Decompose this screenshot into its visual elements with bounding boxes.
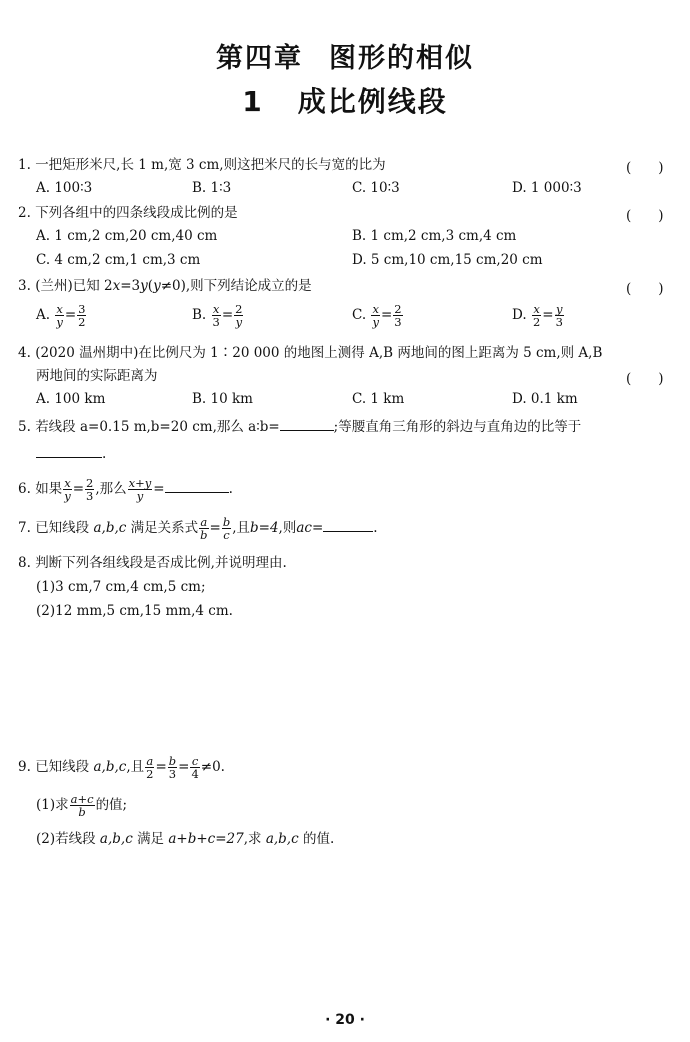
question-text: 一把矩形米尺,长 1 m,宽 3 cm,则这把米尺的长与宽的比为 <box>35 157 386 173</box>
question-3: 3. (兰州)已知 2x=3y(y≠0),则下列结论成立的是 <box>18 278 312 294</box>
chapter-name: 图形的相似 <box>329 43 474 74</box>
fraction: $\frac{c}{4}$ <box>191 754 199 781</box>
option-c: C. 10∶3 <box>352 180 400 196</box>
question-5: 5. 若线段 a=0.15 m,b=20 cm,那么 a∶b= ;等腰直角三角形的斜边与直角边的比等于 <box>18 416 581 436</box>
question-text: 下列各组中的四条线段成比例的是 <box>35 205 238 221</box>
page-number: · 20 · <box>325 1012 365 1028</box>
option-b: B. 1∶3 <box>192 180 232 196</box>
question-7: 7. 已知线段 a,b,c 满足关系式 $\frac{a}{b}$ = $\frac{b}{c}$ ,且b=4,则ac= . <box>18 515 378 542</box>
answer-bracket: ( ) <box>626 208 664 224</box>
answer-bracket: ( ) <box>626 281 664 297</box>
answer-blank <box>165 478 229 493</box>
fraction: $\frac{a}{2}$ <box>146 754 154 781</box>
option-c: C. 4 cm,2 cm,1 cm,3 cm <box>36 252 201 268</box>
question-source: (兰州) <box>35 278 73 294</box>
fraction: $\frac{x+y}{y}$ <box>128 476 152 503</box>
question-1 <box>18 156 386 174</box>
option-d: D. $\frac{x}{2}$ = $\frac{y}{3}$ <box>512 302 563 329</box>
question-8-part-2: (2)12 mm,5 cm,15 mm,4 cm. <box>36 603 233 619</box>
question-4-line-2: 两地间的实际距离为 <box>36 368 158 384</box>
fraction: $\frac{x}{y}$ <box>372 302 379 329</box>
section-number: 1 <box>242 85 264 118</box>
answer-blank <box>323 517 373 532</box>
question-6: 6. 如果 $\frac{x}{y}$ = $\frac{2}{3}$ ,那么 $\frac{x+y}{y}$ = . <box>18 476 233 503</box>
question-4 <box>18 344 602 362</box>
answer-bracket: ( ) <box>626 160 664 176</box>
section-name: 成比例线段 <box>297 85 448 118</box>
option-a: A. 100∶3 <box>36 180 93 196</box>
fraction: $\frac{2}{3}$ <box>394 302 402 329</box>
question-text: 判断下列各组线段是否成比例,并说明理由. <box>35 555 287 571</box>
option-b: B. 1 cm,2 cm,3 cm,4 cm <box>352 228 517 244</box>
option-a: A. 100 km <box>36 391 106 407</box>
option-d: D. 5 cm,10 cm,15 cm,20 cm <box>352 252 543 268</box>
option-c: C. 1 km <box>352 391 405 407</box>
option-d: D. 0.1 km <box>512 391 578 407</box>
question-9-part-1: (1)求 $\frac{a+c}{b}$ 的值; <box>36 792 128 819</box>
fraction: $\frac{y}{3}$ <box>555 302 563 329</box>
question-number: 7. <box>18 520 31 536</box>
question-number: 4. <box>18 345 31 361</box>
question-9-part-2: (2)若线段 a,b,c 满足 a+b+c=27,求 a,b,c 的值. <box>36 831 335 847</box>
question-number: 2. <box>18 205 31 221</box>
question-8 <box>18 554 287 572</box>
chapter-number: 第四章 <box>216 43 303 74</box>
option-a: A. 1 cm,2 cm,20 cm,40 cm <box>36 228 218 244</box>
fraction: $\frac{2}{3}$ <box>86 476 94 503</box>
chapter-title <box>0 36 690 75</box>
fraction: $\frac{a+c}{b}$ <box>70 792 94 819</box>
option-b: B. 10 km <box>192 391 253 407</box>
question-number: 5. <box>18 419 31 435</box>
question-5-line-2: . <box>36 443 106 463</box>
fraction: $\frac{b}{c}$ <box>222 515 231 542</box>
fraction: $\frac{x}{2}$ <box>532 302 541 329</box>
answer-bracket: ( ) <box>626 371 664 387</box>
question-text: (2020 温州期中)在比例尺为 1∶20 000 的地图上测得 A,B 两地间的图上距离为 5 cm,则 A,B <box>35 345 603 361</box>
option-b: B. $\frac{x}{3}$ = $\frac{2}{y}$ <box>192 302 243 329</box>
option-d: D. 1 000∶3 <box>512 180 582 196</box>
question-8-part-1: (1)3 cm,7 cm,4 cm,5 cm; <box>36 579 206 595</box>
fraction: $\frac{3}{2}$ <box>78 302 86 329</box>
question-number: 1. <box>18 157 31 173</box>
fraction: $\frac{x}{y}$ <box>56 302 63 329</box>
fraction: $\frac{2}{y}$ <box>235 302 243 329</box>
section-title <box>0 80 690 120</box>
fraction: $\frac{x}{3}$ <box>212 302 220 329</box>
question-number: 9. <box>18 759 31 775</box>
question-number: 8. <box>18 555 31 571</box>
option-a: A. $\frac{x}{y}$ = $\frac{3}{2}$ <box>36 302 86 329</box>
answer-blank <box>36 443 102 458</box>
question-number: 6. <box>18 481 31 497</box>
question-9: 9. 已知线段 a,b,c,且 $\frac{a}{2}$ = $\frac{b}{3}$ = $\frac{c}{4}$ ≠0. <box>18 754 225 781</box>
answer-blank <box>280 416 334 431</box>
fraction: $\frac{a}{b}$ <box>200 515 208 542</box>
fraction: $\frac{x}{y}$ <box>64 476 71 503</box>
fraction: $\frac{b}{3}$ <box>168 754 177 781</box>
option-c: C. $\frac{x}{y}$ = $\frac{2}{3}$ <box>352 302 402 329</box>
question-2 <box>18 204 238 222</box>
question-number: 3. <box>18 278 31 294</box>
